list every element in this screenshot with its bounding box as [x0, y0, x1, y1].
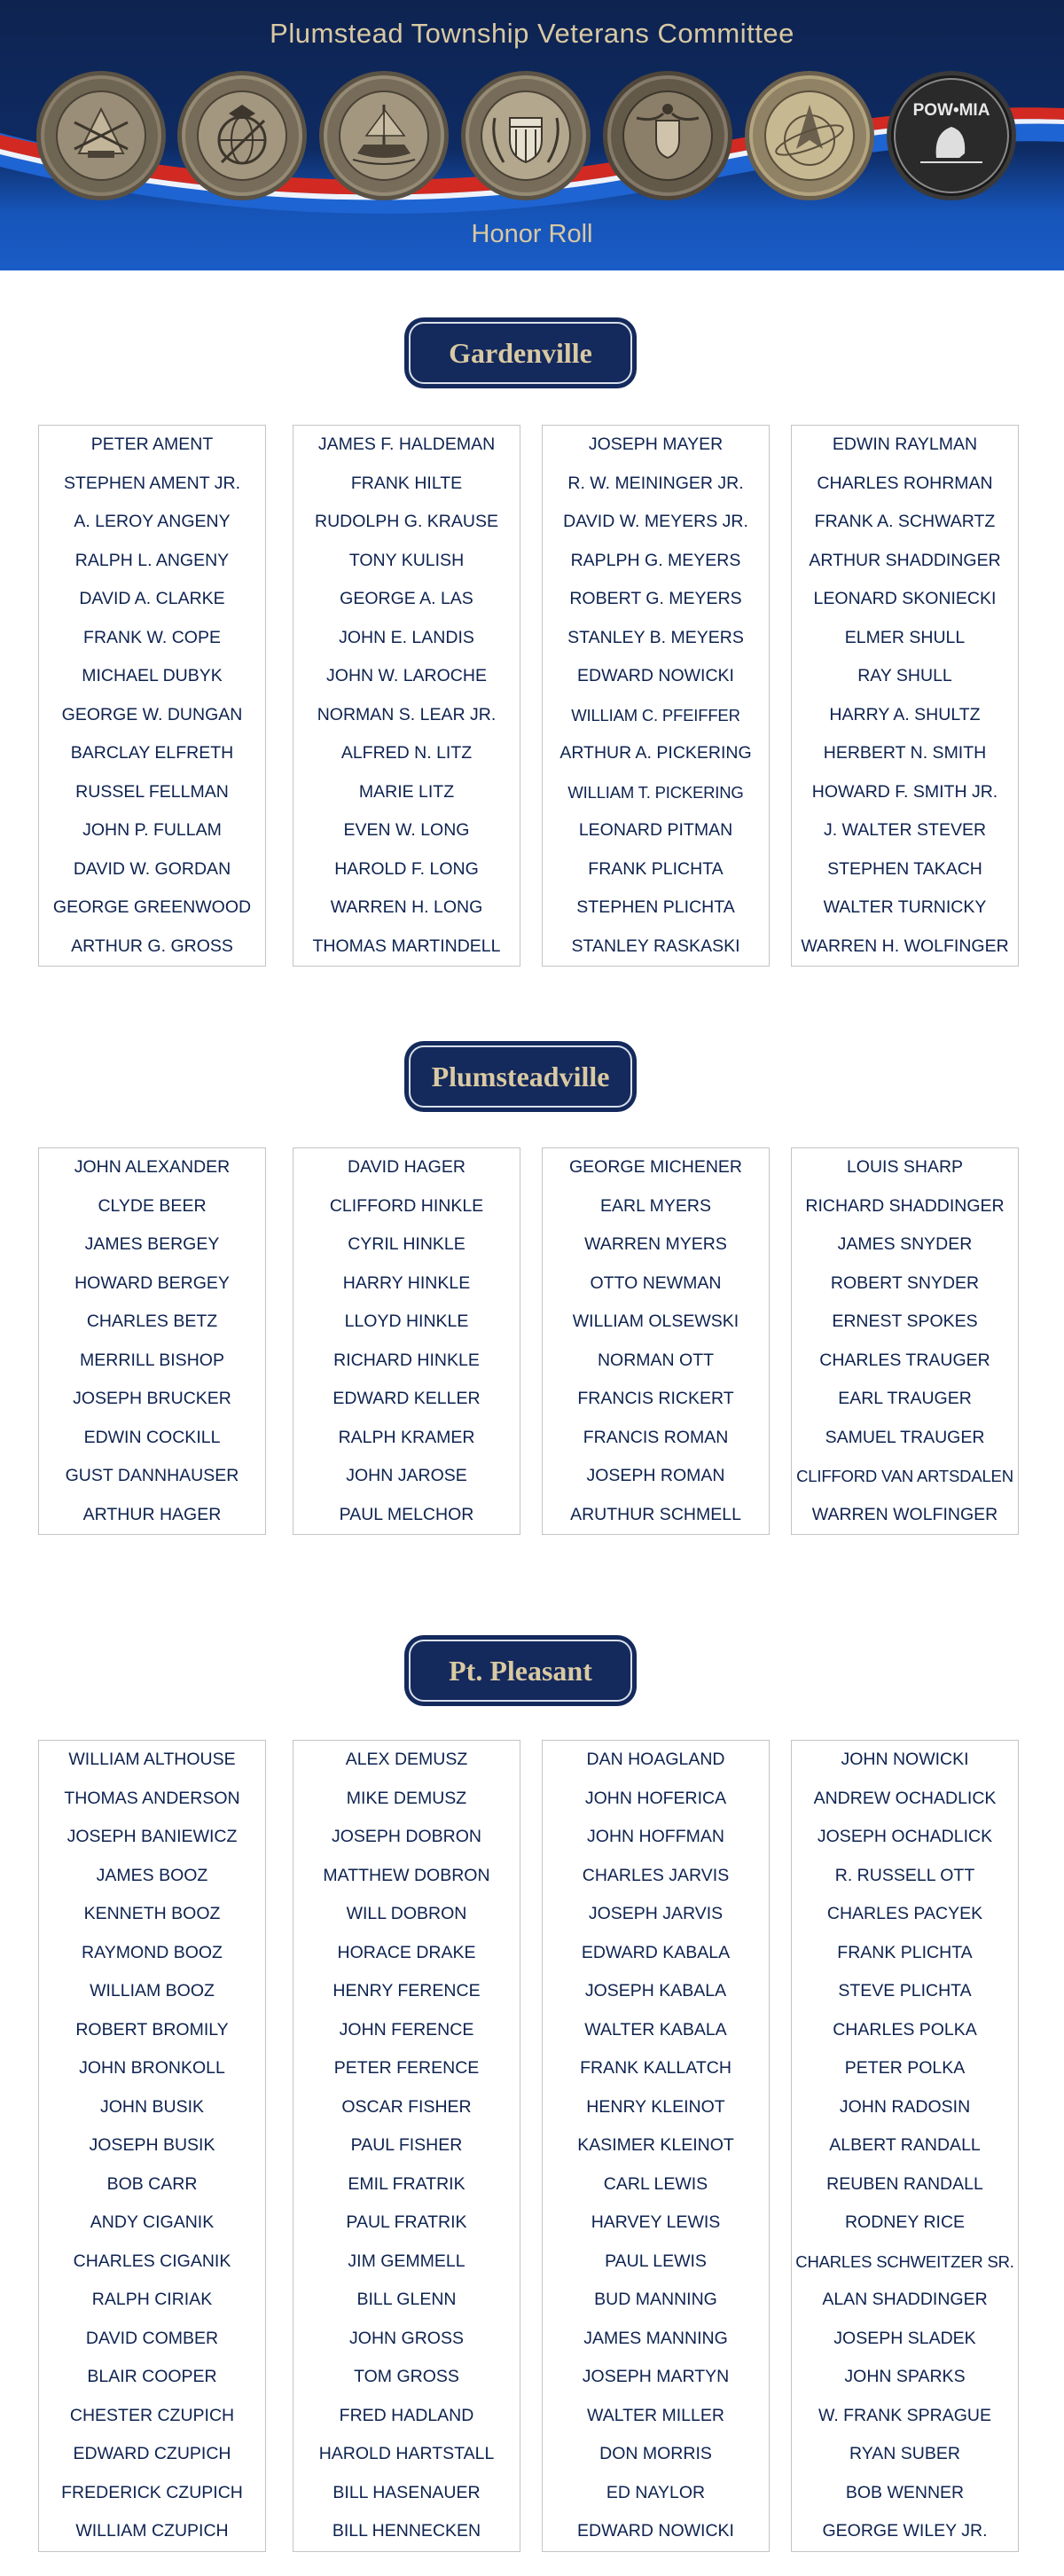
section-title: Plumsteadville [409, 1045, 632, 1108]
veteran-name: HENRY FERENCE [332, 1981, 481, 2001]
veteran-name: TOM GROSS [354, 2367, 459, 2386]
veteran-name: RICHARD HINKLE [333, 1350, 480, 1370]
veteran-name: CHARLES PACYEK [826, 1904, 983, 1923]
veteran-name: JOSEPH MARTYN [582, 2367, 730, 2386]
veteran-name: RUDOLPH G. KRAUSE [315, 512, 498, 531]
veteran-name: JOSEPH KABALA [584, 1981, 727, 2001]
veteran-name: OSCAR FISHER [341, 2096, 472, 2117]
name-column [791, 1740, 1019, 2552]
veteran-name: EDWIN RAYLMAN [832, 435, 978, 454]
veteran-name: MIKE DEMUSZ [346, 1788, 467, 1808]
veteran-name: WALTER MILLER [587, 2405, 724, 2425]
veteran-name: ROBERT G. MEYERS [569, 589, 742, 608]
veteran-name: J. WALTER STEVER [823, 820, 987, 840]
veteran-name: JOHN P. FULLAM [82, 820, 222, 840]
name-column [293, 1740, 520, 2552]
veteran-name: JOSEPH DOBRON [331, 1827, 482, 1846]
veteran-name: JAMES BOOZ [96, 1865, 208, 1885]
veteran-name: JOSEPH SLADEK [833, 2328, 976, 2348]
veteran-name: BOB CARR [106, 2173, 198, 2194]
veteran-name: R. RUSSELL OTT [834, 1865, 975, 1885]
veteran-name: JOHN RADOSIN [839, 2096, 971, 2117]
veteran-name: ED NAYLOR [606, 2482, 706, 2502]
veteran-name: WILLIAM C. PFEIFFER [571, 705, 740, 724]
veteran-name: GEORGE WILEY JR. [822, 2521, 988, 2541]
veteran-name: CHARLES POLKA [833, 2019, 977, 2040]
name-column [791, 1147, 1019, 1535]
veteran-name: ARUTHUR SCHMELL [570, 1504, 741, 1524]
veteran-name: RAY SHULL [857, 666, 952, 685]
veteran-name: RYAN SUBER [849, 2444, 960, 2463]
veteran-name: GEORGE MICHENER [568, 1157, 743, 1177]
section-label-pt-pleasant [404, 1635, 637, 1706]
veteran-name: DON MORRIS [599, 2444, 712, 2463]
veteran-name: CARL LEWIS [603, 2173, 708, 2194]
section-title: Pt. Pleasant [409, 1640, 632, 1702]
veteran-name: HORACE DRAKE [337, 1942, 476, 1962]
veteran-name: THOMAS MARTINDELL [312, 936, 501, 956]
veteran-name: WARREN H. WOLFINGER [801, 936, 1009, 956]
marine-corps-seal-icon [176, 69, 309, 202]
veteran-name: BLAIR COOPER [87, 2367, 217, 2386]
veteran-name: THOMAS ANDERSON [64, 1788, 240, 1808]
veteran-name: BUD MANNING [594, 2290, 717, 2309]
veteran-name: BILL HASENAUER [332, 2482, 481, 2502]
veteran-name: CLYDE BEER [98, 1195, 207, 1216]
veteran-name: REUBEN RANDALL [826, 2173, 983, 2194]
veteran-name: GEORGE A. LAS [340, 589, 473, 608]
veteran-name: R. W. MEININGER JR. [567, 473, 744, 493]
veteran-name: RAPLPH G. MEYERS [570, 550, 741, 570]
veteran-name: JOHN GROSS [349, 2328, 464, 2348]
veteran-name: JAMES F. HALDEMAN [317, 435, 496, 454]
veteran-name: HARVEY LEWIS [591, 2212, 721, 2232]
veteran-name: RALPH CIRIAK [91, 2290, 213, 2309]
veteran-name: STEPHEN PLICHTA [576, 897, 735, 917]
veteran-name: CHARLES TRAUGER [819, 1350, 990, 1370]
veteran-name: STEPHEN TAKACH [827, 858, 982, 879]
name-column [293, 1147, 520, 1535]
veteran-name: ARTHUR SHADDINGER [809, 550, 1001, 570]
veteran-name: CLIFFORD VAN ARTSDALEN [796, 1467, 1013, 1485]
veteran-name: PAUL FISHER [350, 2135, 463, 2155]
veteran-name: FRANK KALLATCH [580, 2058, 732, 2078]
veteran-name: W. FRANK SPRAGUE [818, 2405, 992, 2425]
veteran-name: EDWARD KELLER [332, 1389, 481, 1408]
veteran-name: FRED HADLAND [339, 2405, 474, 2425]
veteran-name: WILLIAM CZUPICH [75, 2521, 229, 2541]
veteran-name: STANLEY B. MEYERS [567, 627, 744, 647]
veteran-name: ELMER SHULL [844, 627, 966, 647]
veteran-name: HERBERT N. SMITH [823, 743, 987, 763]
veteran-name: ARTHUR A. PICKERING [559, 743, 752, 763]
pow-mia-seal-icon [885, 69, 1018, 202]
army-seal-icon [35, 69, 168, 202]
veteran-name: JOHN BUSIK [99, 2096, 205, 2117]
veteran-name: FREDERICK CZUPICH [61, 2482, 243, 2502]
coast-guard-seal-icon [459, 69, 592, 202]
veteran-name: CHARLES SCHWEITZER SR. [795, 2251, 1014, 2271]
veteran-name: WALTER KABALA [584, 2019, 727, 2040]
veteran-name: EDWARD KABALA [581, 1942, 731, 1962]
veteran-name: HARRY HINKLE [342, 1272, 471, 1293]
veteran-name: EARL MYERS [600, 1195, 711, 1216]
veteran-name: HOWARD BERGEY [74, 1272, 230, 1293]
name-column [791, 425, 1019, 967]
veteran-name: RALPH L. ANGENY [74, 550, 230, 570]
navy-seal-icon [317, 69, 450, 202]
veteran-name: CHARLES JARVIS [582, 1865, 730, 1885]
veteran-name: RICHARD SHADDINGER [805, 1195, 1005, 1216]
veteran-name: WILLIAM ALTHOUSE [68, 1750, 236, 1769]
veteran-name: WALTER TURNICKY [823, 897, 987, 917]
veteran-name: BOB WENNER [845, 2482, 965, 2502]
veteran-name: RAYMOND BOOZ [82, 1942, 223, 1962]
veteran-name: JAMES MANNING [583, 2328, 728, 2348]
veteran-name: JOHN ALEXANDER [74, 1157, 231, 1177]
section-label-plumsteadville [404, 1041, 637, 1112]
veteran-name: PETER AMENT [90, 435, 214, 454]
veteran-name: STEPHEN AMENT JR. [63, 473, 240, 493]
veteran-name: DAVID W. GORDAN [73, 858, 231, 879]
veteran-name: DAN HOAGLAND [586, 1750, 725, 1769]
veteran-name: ANDREW OCHADLICK [813, 1788, 997, 1808]
veteran-name: DAVID COMBER [85, 2328, 219, 2348]
veteran-name: DAVID A. CLARKE [79, 589, 225, 608]
veteran-name: JOHN E. LANDIS [339, 627, 474, 647]
veteran-name: WARREN H. LONG [330, 897, 483, 917]
veteran-name: DAVID W. MEYERS JR. [563, 512, 748, 531]
veteran-name: PETER POLKA [844, 2058, 966, 2078]
veteran-name: GEORGE GREENWOOD [52, 897, 252, 917]
veteran-name: ALAN SHADDINGER [822, 2290, 988, 2309]
veteran-name: CHARLES ROHRMAN [817, 473, 993, 493]
veteran-name: EDWIN COCKILL [83, 1427, 221, 1447]
veteran-name: LEONARD PITMAN [578, 820, 733, 840]
veteran-name: GEORGE W. DUNGAN [61, 704, 243, 724]
veteran-name: JOHN SPARKS [844, 2367, 966, 2386]
veteran-name: ALBERT RANDALL [829, 2135, 981, 2155]
veteran-name: FRANCIS RICKERT [577, 1389, 734, 1408]
veteran-name: LLOYD HINKLE [344, 1311, 469, 1331]
veteran-name: ANDY CIGANIK [90, 2212, 215, 2232]
veteran-name: NORMAN OTT [597, 1350, 715, 1370]
veteran-name: JIM GEMMELL [348, 2251, 466, 2271]
veteran-name: ARTHUR HAGER [82, 1504, 222, 1524]
veteran-name: WARREN MYERS [584, 1234, 727, 1254]
veteran-name: STEVE PLICHTA [838, 1981, 972, 2001]
veteran-name: PAUL FRATRIK [346, 2212, 467, 2232]
veteran-name: JOSEPH ROMAN [586, 1466, 725, 1485]
veteran-name: JOSEPH BRUCKER [73, 1389, 231, 1408]
name-column [542, 1740, 770, 2552]
veteran-name: RALPH KRAMER [338, 1427, 475, 1447]
veteran-name: RUSSEL FELLMAN [75, 781, 229, 802]
veteran-name: FRANK PLICHTA [837, 1942, 973, 1962]
honor-roll-subtitle: Honor Roll [471, 220, 593, 248]
svg-text:POW•MIA: POW•MIA [912, 101, 990, 120]
section-title: Gardenville [409, 322, 632, 384]
veteran-name: MARIE LITZ [358, 781, 455, 802]
veteran-name: BARCLAY ELFRETH [70, 743, 234, 763]
veteran-name: JOSEPH MAYER [588, 435, 724, 454]
veteran-name: CHESTER CZUPICH [69, 2405, 235, 2425]
veteran-name: RODNEY RICE [844, 2212, 966, 2232]
veteran-name: JOHN HOFERICA [584, 1788, 727, 1808]
veteran-name: CHARLES CIGANIK [73, 2251, 231, 2271]
name-column [38, 425, 266, 967]
veteran-name: HENRY KLEINOT [586, 2096, 725, 2117]
veteran-name: CYRIL HINKLE [348, 1234, 466, 1254]
veteran-name: BILL GLENN [356, 2290, 457, 2309]
veteran-name: TONY KULISH [348, 550, 465, 570]
name-column [293, 425, 520, 967]
veteran-name: ROBERT BROMILY [75, 2019, 229, 2040]
veteran-name: JOHN HOFFMAN [587, 1827, 724, 1846]
veteran-name: STANLEY RASKASKI [571, 936, 740, 956]
veteran-name: ERNEST SPOKES [832, 1311, 978, 1331]
veteran-name: FRANK HILTE [350, 473, 463, 493]
veteran-name: HOWARD F. SMITH JR. [811, 781, 998, 802]
veteran-name: HAROLD HARTSTALL [318, 2444, 495, 2463]
veteran-name: FRANK PLICHTA [588, 858, 724, 879]
veteran-name: ALEX DEMUSZ [345, 1750, 468, 1769]
veteran-name: EDWARD NOWICKI [577, 2521, 734, 2541]
veteran-name: WILLIAM OLSEWSKI [572, 1311, 739, 1331]
name-column [542, 425, 770, 967]
veteran-name: KENNETH BOOZ [83, 1904, 221, 1923]
veteran-name: KASIMER KLEINOT [577, 2135, 734, 2155]
veteran-name: BILL HENNECKEN [332, 2521, 481, 2541]
veteran-name: JOHN JAROSE [346, 1466, 467, 1485]
section-label-gardenville [404, 317, 637, 388]
veteran-name: JAMES BERGEY [84, 1234, 220, 1254]
veteran-name: JOSEPH BUSIK [89, 2135, 215, 2155]
veteran-name: EMIL FRATRIK [348, 2173, 466, 2194]
veteran-name: WILLIAM T. PICKERING [567, 782, 744, 802]
header-banner [0, 0, 1064, 270]
veteran-name: JOSEPH BANIEWICZ [66, 1827, 238, 1846]
veteran-name: LEONARD SKONIECKI [813, 589, 997, 608]
veteran-name: HAROLD F. LONG [334, 858, 479, 879]
veteran-name: CLIFFORD HINKLE [329, 1195, 484, 1216]
veteran-name: PETER FERENCE [333, 2058, 480, 2078]
veteran-name: WARREN WOLFINGER [811, 1504, 998, 1524]
veteran-name: LOUIS SHARP [846, 1157, 964, 1177]
veteran-name: HARRY A. SHULTZ [829, 704, 981, 724]
veteran-name: MERRILL BISHOP [80, 1350, 224, 1370]
air-force-seal-icon [601, 69, 734, 202]
veteran-name: SAMUEL TRAUGER [825, 1427, 985, 1447]
veteran-name: OTTO NEWMAN [590, 1272, 722, 1293]
space-force-seal-icon [743, 69, 876, 202]
name-column [542, 1147, 770, 1535]
veteran-name: JOHN NOWICKI [841, 1750, 969, 1769]
veteran-name: MATTHEW DOBRON [323, 1865, 490, 1885]
veteran-name: PAUL MELCHOR [339, 1504, 474, 1524]
veteran-name: JAMES SNYDER [837, 1234, 973, 1254]
veteran-name: A. LEROY ANGENY [74, 512, 231, 531]
veteran-name: ROBERT SNYDER [830, 1272, 980, 1293]
veteran-name: JOSEPH JARVIS [588, 1904, 724, 1923]
veteran-name: ALFRED N. LITZ [340, 743, 473, 763]
veteran-name: JOSEPH OCHADLICK [817, 1827, 993, 1846]
committee-title: Plumstead Township Veterans Committee [270, 18, 794, 49]
veteran-name: FRANK W. COPE [83, 627, 221, 647]
veteran-name: EVEN W. LONG [343, 820, 470, 840]
veteran-name: DAVID HAGER [348, 1157, 466, 1177]
veteran-name: FRANCIS ROMAN [583, 1427, 729, 1447]
veteran-name: WILLIAM BOOZ [90, 1981, 215, 2001]
veteran-name: JOHN BRONKOLL [79, 2058, 225, 2078]
name-column [38, 1740, 266, 2552]
veteran-name: PAUL LEWIS [605, 2251, 707, 2271]
veteran-name: WILL DOBRON [346, 1904, 467, 1923]
veteran-name: ARTHUR G. GROSS [71, 936, 233, 956]
veteran-name: JOHN W. LAROCHE [326, 666, 487, 685]
veteran-name: CHARLES BETZ [86, 1311, 218, 1331]
name-column [38, 1147, 266, 1535]
veteran-name: EDWARD NOWICKI [577, 666, 734, 685]
veteran-name: EARL TRAUGER [838, 1389, 972, 1408]
veteran-name: EDWARD CZUPICH [73, 2444, 231, 2463]
veteran-name: JOHN FERENCE [339, 2019, 474, 2040]
veteran-name: NORMAN S. LEAR JR. [317, 704, 497, 724]
veteran-name: GUST DANNHAUSER [65, 1466, 239, 1485]
veteran-name: FRANK A. SCHWARTZ [814, 512, 996, 531]
veteran-name: MICHAEL DUBYK [82, 666, 223, 685]
